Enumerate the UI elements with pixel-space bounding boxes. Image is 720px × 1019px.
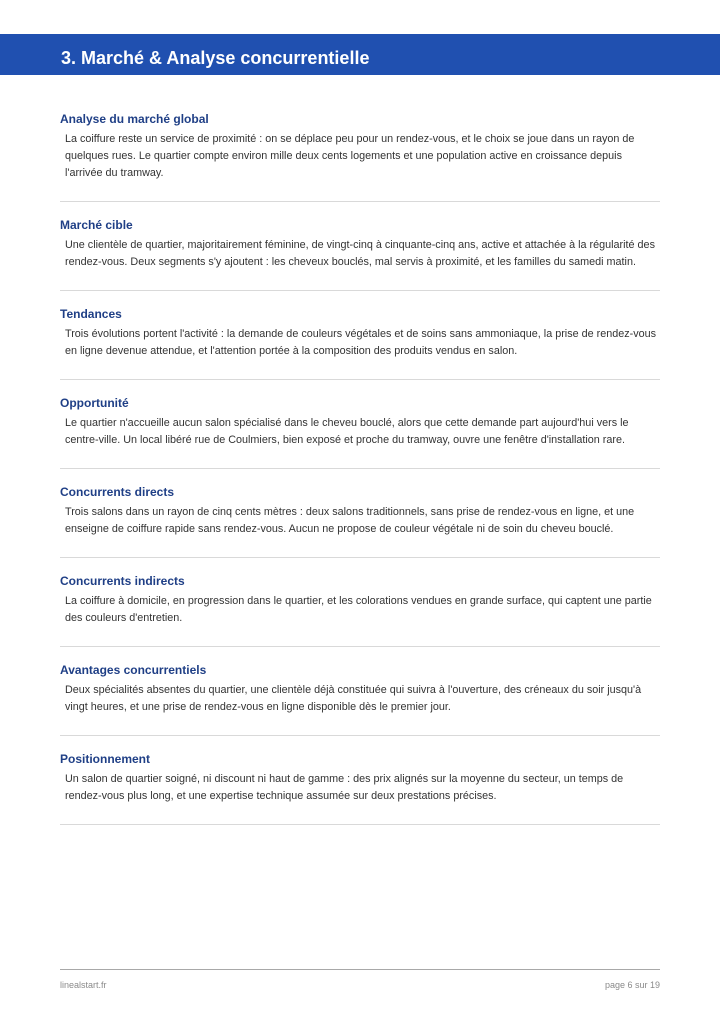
- section-body: La coiffure à domicile, en progression dans le quartier, et les colorations vendues en grande surface, qui captent une partie des couleurs d'entretien.: [65, 595, 652, 624]
- footer-site: linealstart.fr: [60, 980, 107, 990]
- footer-page-number: page 6 sur 19: [604, 980, 660, 990]
- section-body: Une clientèle de quartier, majoritairement féminine, de vingt-cinq à cinquante-cinq ans, active et attachée à la régularité des rendez-vous. Deux segments s'y ajoutent : les cheveux bouclés, mal servis à proximité, et les familles du samedi matin.: [65, 239, 655, 268]
- section-content: [60, 112, 660, 841]
- section-concurrents-indirects: [60, 574, 660, 647]
- section-heading: Positionnement: [60, 752, 151, 766]
- section-opportunite: [60, 396, 660, 469]
- section-heading: Avantages concurrentiels: [60, 663, 207, 677]
- section-heading: Marché cible: [60, 218, 133, 232]
- section-body: La coiffure reste un service de proximité : on se déplace peu pour un rendez-vous, et le choix se joue dans un rayon de quelques rues. Le quartier compte environ mille deux cents logements et une population active en croissance depuis l'arrivée du tramway.: [65, 133, 635, 179]
- footer-divider: [60, 969, 660, 970]
- section-positionnement: [60, 752, 660, 825]
- page-title: 3. Marché & Analyse concurrentielle: [61, 48, 370, 68]
- section-concurrents-directs: [60, 485, 660, 558]
- section-heading: Concurrents directs: [60, 485, 175, 499]
- section-avantages-concurrentiels: [60, 663, 660, 736]
- section-body: Trois salons dans un rayon de cinq cents mètres : deux salons traditionnels, sans prise de rendez-vous en ligne, et une enseigne de coiffure rapide sans rendez-vous. Aucun ne propose de couleur végétale ni de soin du cheveu bouclé.: [65, 506, 635, 535]
- section-heading: Analyse du marché global: [60, 112, 209, 126]
- section-header-band: [0, 34, 720, 75]
- section-body: Un salon de quartier soigné, ni discount ni haut de gamme : des prix alignés sur la moyenne du secteur, un temps de rendez-vous plus long, et une expertise technique assumée sur deux prestations précises.: [65, 773, 624, 802]
- section-marche-cible: [60, 218, 660, 291]
- section-tendances: [60, 307, 660, 380]
- section-analyse-marche: [60, 112, 660, 202]
- section-body: Deux spécialités absentes du quartier, une clientèle déjà constituée qui suivra à l'ouverture, des créneaux du soir jusqu'à vingt heures, et une prise de rendez-vous en ligne disponible dès le premier jour.: [65, 684, 642, 713]
- section-heading: Tendances: [60, 307, 122, 321]
- section-body: Le quartier n'accueille aucun salon spécialisé dans le cheveu bouclé, alors que cette demande part aujourd'hui vers le centre-ville. Un local libéré rue de Coulmiers, bien exposé et proche du tramway, ouvre une fenêtre d'installation rare.: [65, 417, 629, 446]
- section-heading: Opportunité: [60, 396, 129, 410]
- section-body: Trois évolutions portent l'activité : la demande de couleurs végétales et de soins sans ammoniaque, la prise de rendez-vous en ligne devenue attendue, et l'attention portée à la composition des produits vendus en salon.: [65, 328, 657, 357]
- section-heading: Concurrents indirects: [60, 574, 185, 588]
